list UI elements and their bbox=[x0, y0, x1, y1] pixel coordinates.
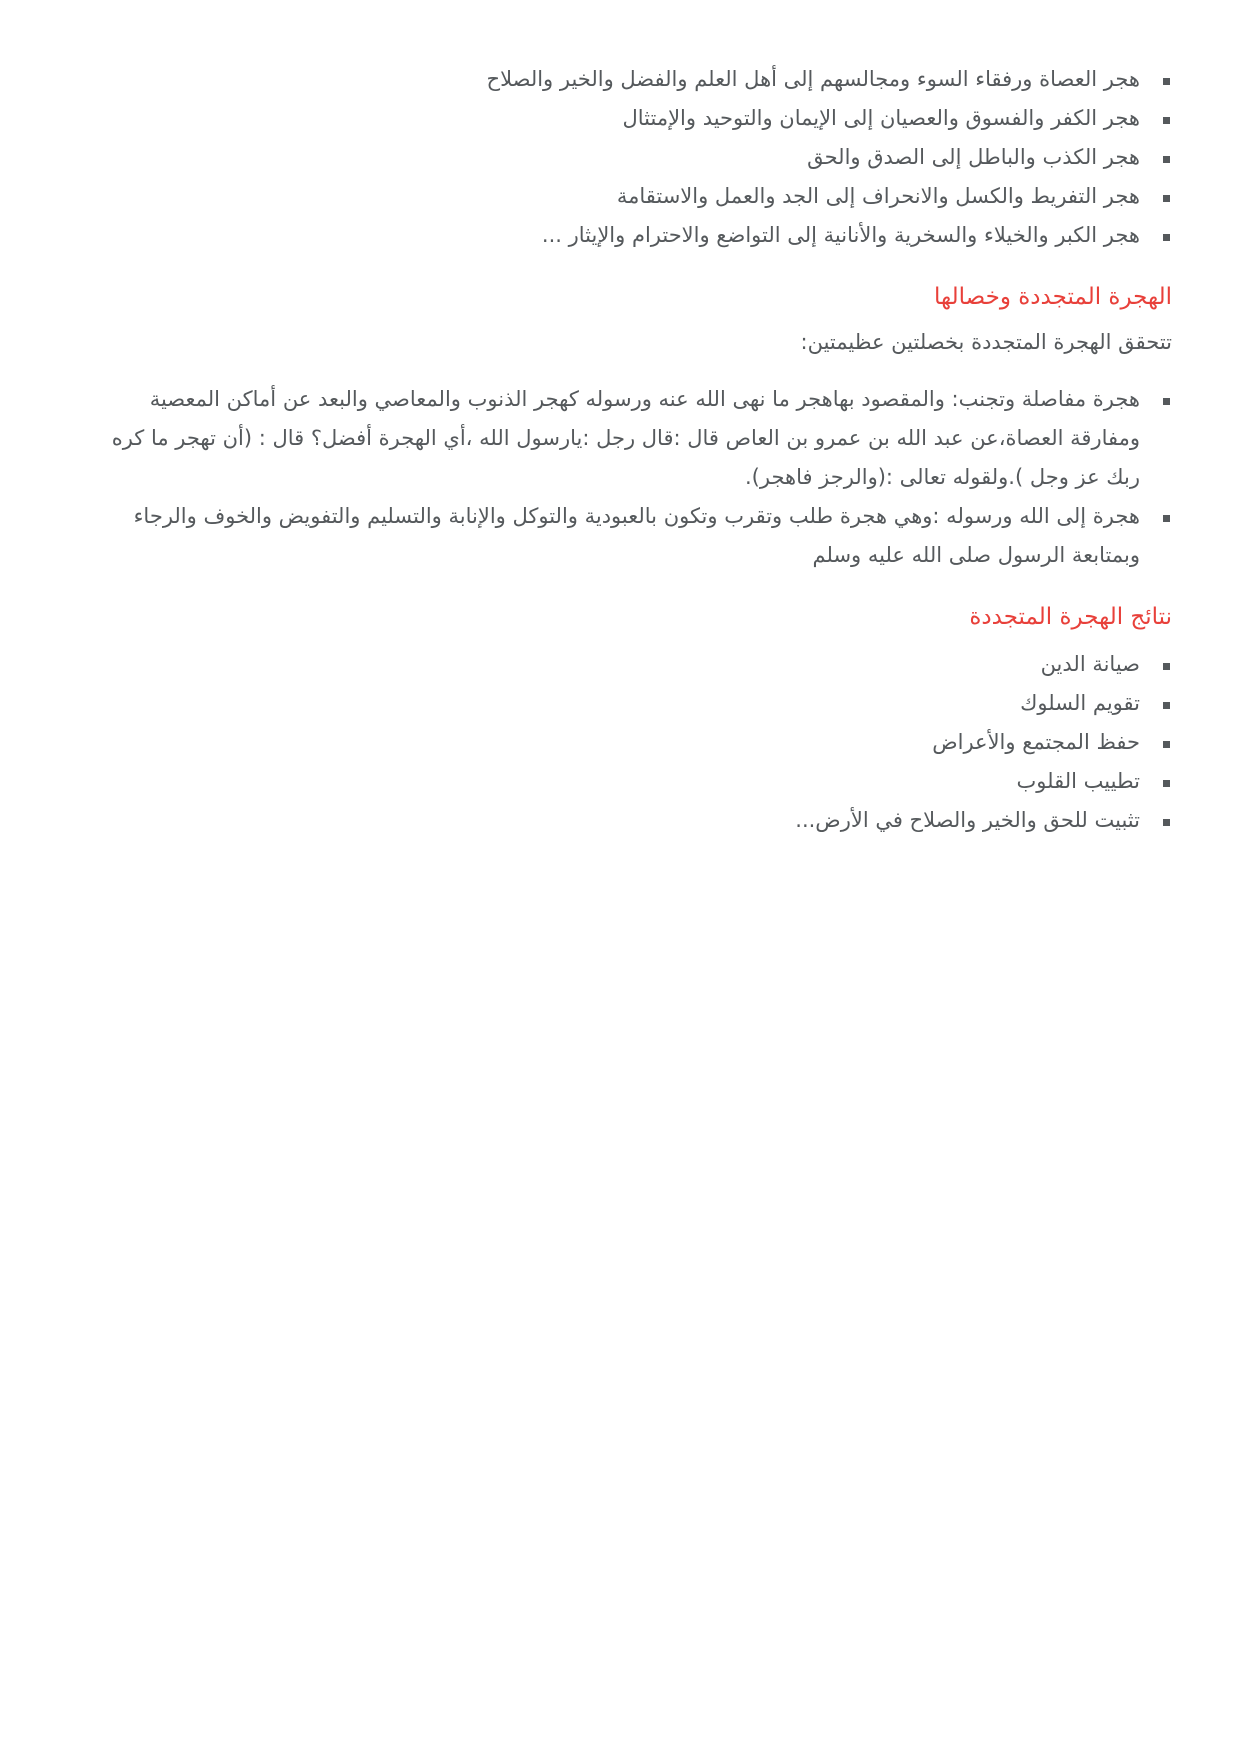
square-bullet-icon bbox=[1163, 819, 1170, 826]
square-bullet-icon bbox=[1163, 234, 1170, 241]
hijra-qualities-list bbox=[102, 380, 1172, 575]
list-item-text: هجرة مفاصلة وتجنب: والمقصود بهاهجر ما نهى الله عنه ورسوله كهجر الذنوب والمعاصي والبعد عن أماكن المعصية ومفارقة العصاة،عن عبد الله بن عمرو بن العاص قال :قال رجل :يارسول الله ،أي الهجرة أفضل؟ قال : (أن تهجر ما كره ربك عز وجل ).ولقوله تعالى :(والرجز فاهجر). bbox=[111, 387, 1140, 489]
square-bullet-icon bbox=[1163, 780, 1170, 787]
list-item-text: تقويم السلوك bbox=[1020, 691, 1140, 715]
square-bullet-icon bbox=[1163, 663, 1170, 670]
square-bullet-icon bbox=[1163, 702, 1170, 709]
list-item-text: تطييب القلوب bbox=[1016, 769, 1140, 793]
list-item bbox=[102, 497, 1172, 575]
list-item-text: هجر التفريط والكسل والانحراف إلى الجد والعمل والاستقامة bbox=[616, 184, 1140, 208]
square-bullet-icon bbox=[1163, 156, 1170, 163]
list-item-text: هجرة إلى الله ورسوله :وهي هجرة طلب وتقرب وتكون بالعبودية والتوكل والإنابة والتسليم والتفويض والخوف والرجاء وبمتابعة الرسول صلى الله عليه وسلم bbox=[133, 504, 1140, 567]
list-item bbox=[102, 645, 1172, 684]
section-heading-results: نتائج الهجرة المتجددة bbox=[969, 604, 1172, 630]
list-item-text: هجر الكبر والخيلاء والسخرية والأنانية إلى التواضع والاحترام والإيثار ... bbox=[541, 223, 1140, 247]
hijra-results-list bbox=[102, 645, 1172, 840]
hijra-types-list bbox=[102, 60, 1172, 255]
list-item-text: حفظ المجتمع والأعراض bbox=[932, 730, 1140, 754]
section-heading-qualities: الهجرة المتجددة وخصالها bbox=[934, 284, 1172, 310]
square-bullet-icon bbox=[1163, 78, 1170, 85]
square-bullet-icon bbox=[1163, 741, 1170, 748]
list-item bbox=[102, 723, 1172, 762]
list-item-text: صيانة الدين bbox=[1040, 652, 1140, 676]
square-bullet-icon bbox=[1163, 195, 1170, 202]
list-item bbox=[102, 99, 1172, 138]
list-item bbox=[102, 60, 1172, 99]
list-item-text: هجر الكفر والفسوق والعصيان إلى الإيمان والتوحيد والإمتثال bbox=[622, 106, 1140, 130]
square-bullet-icon bbox=[1163, 515, 1170, 522]
list-item bbox=[102, 801, 1172, 840]
list-item-text: تثبيت للحق والخير والصلاح في الأرض... bbox=[795, 808, 1140, 832]
list-item-text: هجر العصاة ورفقاء السوء ومجالسهم إلى أهل العلم والفضل والخير والصلاح bbox=[486, 67, 1140, 91]
list-item bbox=[102, 177, 1172, 216]
section-intro: تتحقق الهجرة المتجددة بخصلتين عظيمتين: bbox=[800, 330, 1172, 354]
list-item bbox=[102, 216, 1172, 255]
list-item bbox=[102, 762, 1172, 801]
list-item bbox=[102, 138, 1172, 177]
square-bullet-icon bbox=[1163, 398, 1170, 405]
list-item bbox=[102, 684, 1172, 723]
list-item bbox=[102, 380, 1172, 497]
list-item-text: هجر الكذب والباطل إلى الصدق والحق bbox=[807, 145, 1140, 169]
document-page bbox=[102, 56, 1172, 840]
square-bullet-icon bbox=[1163, 117, 1170, 124]
